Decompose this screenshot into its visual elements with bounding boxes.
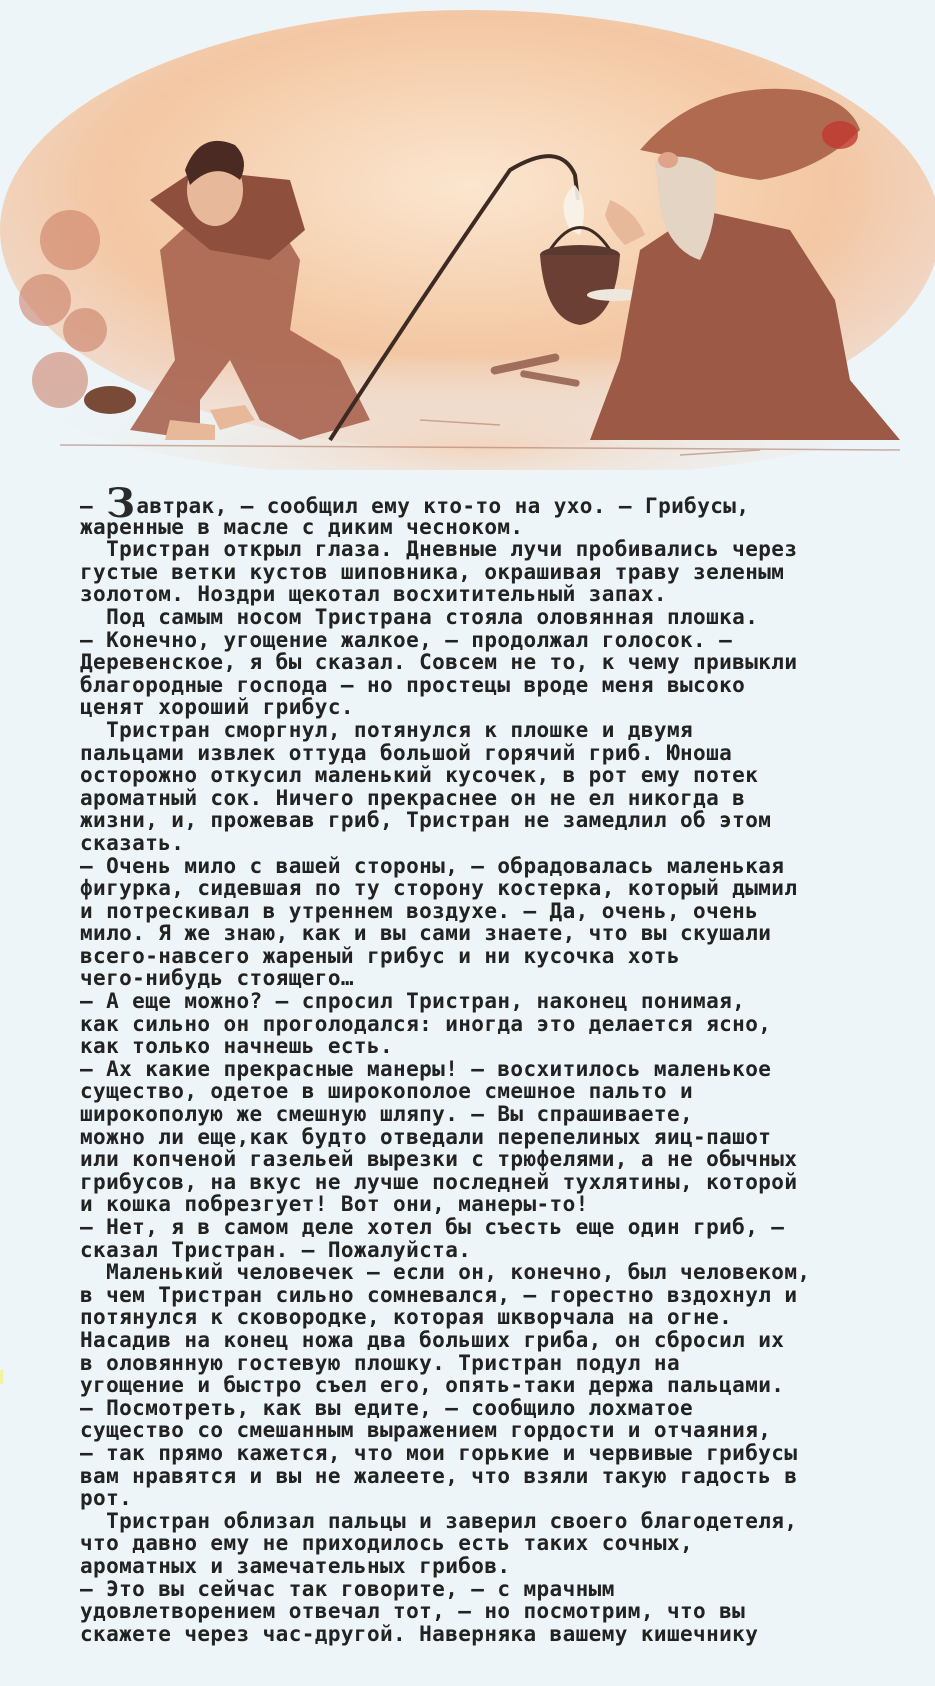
first-line-text: автрак, — сообщил ему кто-то на ухо. — Грибусы, [136, 494, 750, 518]
text-line: Тристран облизал пальцы и заверил своего благодетеля, [80, 1508, 798, 1533]
text-line: — так прямо кажется, что мои горькие и червивые грибусы [80, 1440, 798, 1465]
text-line: ароматный сок. Ничего прекраснее он не ел никогда в [80, 785, 746, 810]
story-illustration [0, 0, 935, 470]
text-line: скажете через час-другой. Наверняка вашему кишечнику [80, 1621, 759, 1646]
text-line: и кошка побрезгует! Вот они, манеры-то! [80, 1192, 589, 1217]
text-line: — Нет, я в самом деле хотел бы съесть еще один гриб, — [80, 1215, 785, 1239]
text-line: грибусов, на вкус не лучше последней тухлятины, которой [80, 1169, 798, 1194]
text-line: что давно ему не приходилось есть таких сочных, [80, 1531, 694, 1556]
text-line: чего-нибудь стоящего… [80, 966, 354, 991]
text-line: угощение и быстро съел его, опять-таки держа пальцами. [80, 1373, 785, 1398]
text-line: потянулся к сковородке, которая шкворчала на огне. [80, 1305, 733, 1330]
text-line: в чем Тристран сильно сомневался, — горестно вздохнул и [80, 1282, 798, 1307]
text-line: Маленький человечек — если он, конечно, был человеком, [80, 1260, 811, 1285]
text-line: — Очень мило с вашей стороны, — обрадовалась маленькая [80, 853, 785, 878]
text-line: и потрескивал в утреннем воздухе. — Да, очень, очень [80, 898, 759, 923]
text-line: рот. [80, 1486, 133, 1511]
text-line: — Ах какие прекрасные манеры! — восхитилось маленькое [80, 1056, 772, 1081]
text-line: — А еще можно? — спросил Тристран, наконец понимая, [80, 989, 746, 1014]
text-line: — Это вы сейчас так говорите, — с мрачным [80, 1576, 615, 1601]
text-line: осторожно откусил маленький кусочек, в рот ему потек [80, 763, 759, 788]
text-line: жаренные в масле с диким чесноком. [80, 514, 524, 539]
text-line: густые ветки кустов шиповника, окрашивая траву зеленым [80, 559, 785, 584]
text-line: — Конечно, угощение жалкое, — продолжал голосок. — [80, 627, 733, 652]
text-line: в оловянную гостевую плошку. Тристран подул на [80, 1350, 680, 1375]
text-line: ценят хороший грибус. [80, 695, 354, 720]
text-line: Тристран сморгнул, потянулся к плошке и двумя [80, 717, 694, 742]
text-line: существо, одетое в широкополое смешное пальто и [80, 1079, 694, 1104]
text-line: фигурка, сидевшая по ту сторону костерка, который дымил [80, 876, 798, 901]
text-line: пальцами извлек оттуда большой горячий гриб. Юноша [80, 740, 733, 765]
text-line: можно ли еще,как будто отведали перепелиных яиц-пашот [80, 1124, 772, 1149]
text-line: мило. Я же знаю, как и вы сами знаете, что вы скушали [80, 921, 772, 946]
text-line: золотом. Ноздри щекотал восхитительный запах. [80, 582, 667, 607]
illustration-drawing [0, 0, 935, 470]
text-line: благородные господа — но простецы вроде меня высоко [80, 672, 746, 697]
text-line: вам нравятся и вы не жалеете, что взяли такую гадость в [80, 1463, 798, 1488]
text-line: Под самым носом Тристрана стояла оловянная плошка. [80, 604, 759, 629]
text-line: Насадив на конец ножа два больших гриба, он сбросил их [80, 1327, 785, 1352]
text-line: сказал Тристран. — Пожалуйста. [80, 1237, 472, 1262]
drop-cap: З [106, 480, 136, 527]
opening-dash: — [80, 494, 107, 518]
text-line: Тристран открыл глаза. Дневные лучи пробивались через [80, 537, 798, 562]
text-line: удовлетворением отвечал тот, — но посмотрим, что вы [80, 1599, 746, 1624]
edge-mark [0, 1370, 3, 1384]
text-line: существо со смешанным выражением гордости и отчаяния, [80, 1418, 772, 1443]
text-line: жизни, и, прожевав гриб, Тристран не замедлил об этом [80, 808, 772, 833]
text-line: ароматных и замечательных грибов. [80, 1553, 511, 1578]
text-line: Деревенское, я бы сказал. Совсем не то, к чему привыкли [80, 650, 798, 675]
story-text [80, 480, 920, 1646]
text-line: как сильно он проголодался: иногда это делается ясно, [80, 1011, 772, 1036]
text-line: или копченой газельей вырезки с трюфелями, а не обычных [80, 1147, 798, 1172]
text-line: широкополую же смешную шляпу. — Вы спрашиваете, [80, 1102, 694, 1127]
text-line: всего-навсего жареный грибус и ни кусочка хоть [80, 943, 680, 968]
text-line: сказать. [80, 830, 185, 855]
text-line: как только начнешь есть. [80, 1034, 394, 1059]
text-line: — Посмотреть, как вы едите, — сообщило лохматое [80, 1395, 694, 1420]
